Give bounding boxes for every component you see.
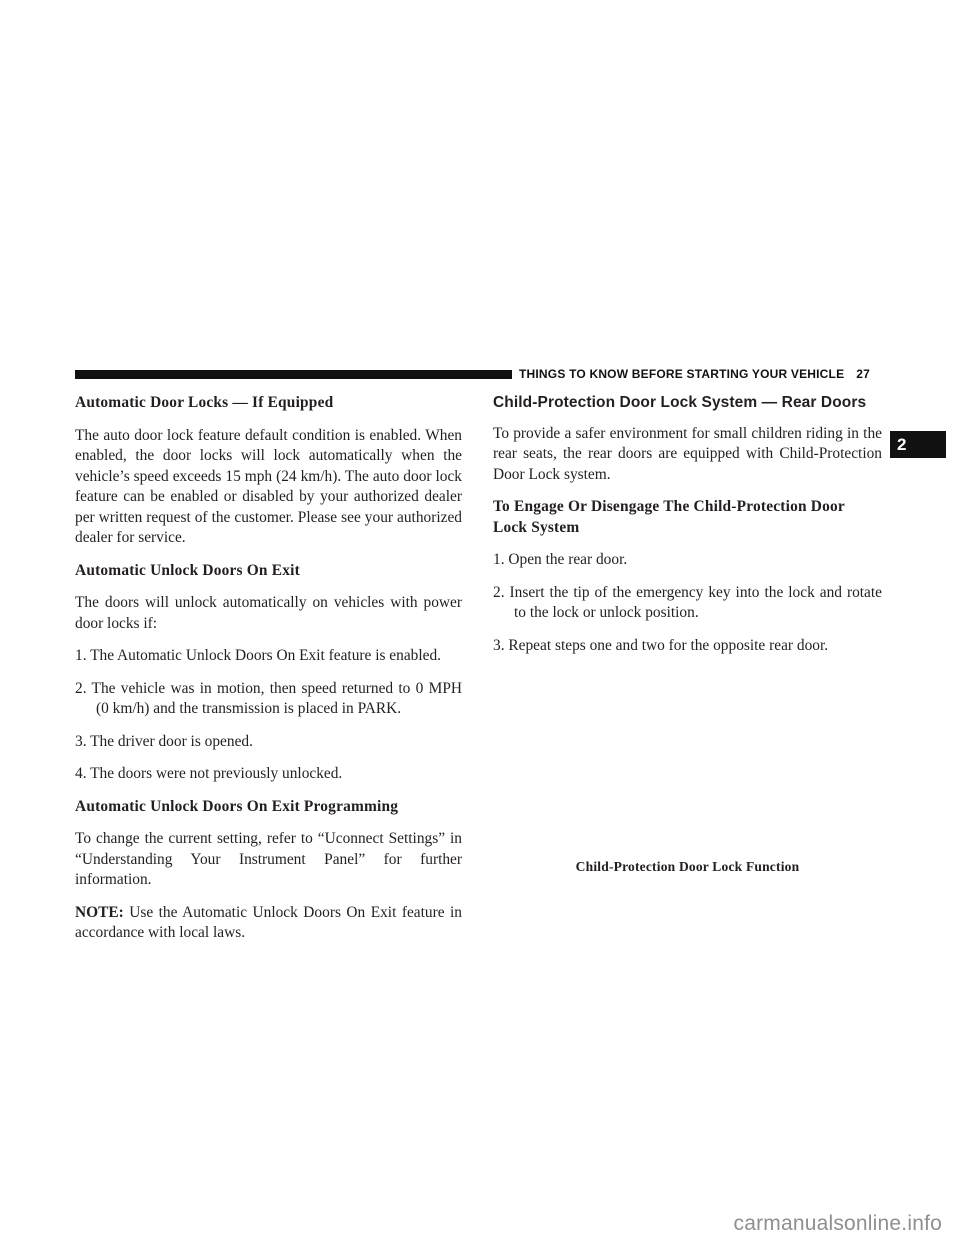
chapter-tab[interactable]: 2 <box>890 431 946 458</box>
paragraph-auto-door-locks: The auto door lock feature default condition is enabled. When enabled, the door locks will lock automatically when the vehicle’s speed exceeds 15 mph (24 km/h). The auto door lock feature can be enabled or disabled by your authorized dealer per written request of the customer. Please see your authorized dealer for service. <box>75 426 462 546</box>
child-lock-steps <box>493 550 882 656</box>
figure-caption: Child-Protection Door Lock Function <box>575 859 800 874</box>
list-item: 3. The driver door is opened. <box>75 732 253 750</box>
header-rule <box>75 370 512 379</box>
list-item: 3. Repeat steps one and two for the opposite rear door. <box>493 636 829 654</box>
left-column <box>75 393 462 956</box>
list-item: 2. The vehicle was in motion, then speed returned to 0 MPH (0 km/h) and the transmission is placed in PARK. <box>75 679 462 717</box>
paragraph-unlock-on-exit: The doors will unlock automatically on vehicles with power door locks if: <box>75 594 462 632</box>
section-title: THINGS TO KNOW BEFORE STARTING YOUR VEHICLE <box>519 367 845 381</box>
page-number: 27 <box>856 367 871 381</box>
heading-unlock-on-exit: Automatic Unlock Doors On Exit <box>75 561 300 579</box>
note-text: Use the Automatic Unlock Doors On Exit feature in accordance with local laws. <box>75 903 462 941</box>
list-item: 1. Open the rear door. <box>493 551 628 568</box>
right-column <box>493 393 882 668</box>
note <box>75 903 462 944</box>
list-item: 1. The Automatic Unlock Doors On Exit feature is enabled. <box>75 647 442 664</box>
watermark: carmanualsonline.info <box>733 1212 942 1235</box>
heading-unlock-programming: Automatic Unlock Doors On Exit Programming <box>75 797 399 815</box>
heading-child-protection: Child-Protection Door Lock System — Rear Doors <box>493 394 867 411</box>
list-item: 2. Insert the tip of the emergency key into the lock and rotate to the lock or unlock position. <box>493 583 882 621</box>
heading-auto-door-locks: Automatic Door Locks — If Equipped <box>75 394 334 411</box>
heading-engage-disengage: To Engage Or Disengage The Child-Protection Door Lock System <box>493 498 845 536</box>
note-label: NOTE: <box>75 903 124 921</box>
running-header <box>519 367 870 381</box>
list-item: 4. The doors were not previously unlocked. <box>75 765 343 782</box>
paragraph-unlock-programming: To change the current setting, refer to “Uconnect Settings” in “Understanding Your Instrument Panel” for further information. <box>75 830 462 888</box>
paragraph-child-protection: To provide a safer environment for small children riding in the rear seats, the rear doors are equipped with Child-Protection Door Lock system. <box>493 424 882 483</box>
unlock-conditions-list <box>75 646 462 785</box>
